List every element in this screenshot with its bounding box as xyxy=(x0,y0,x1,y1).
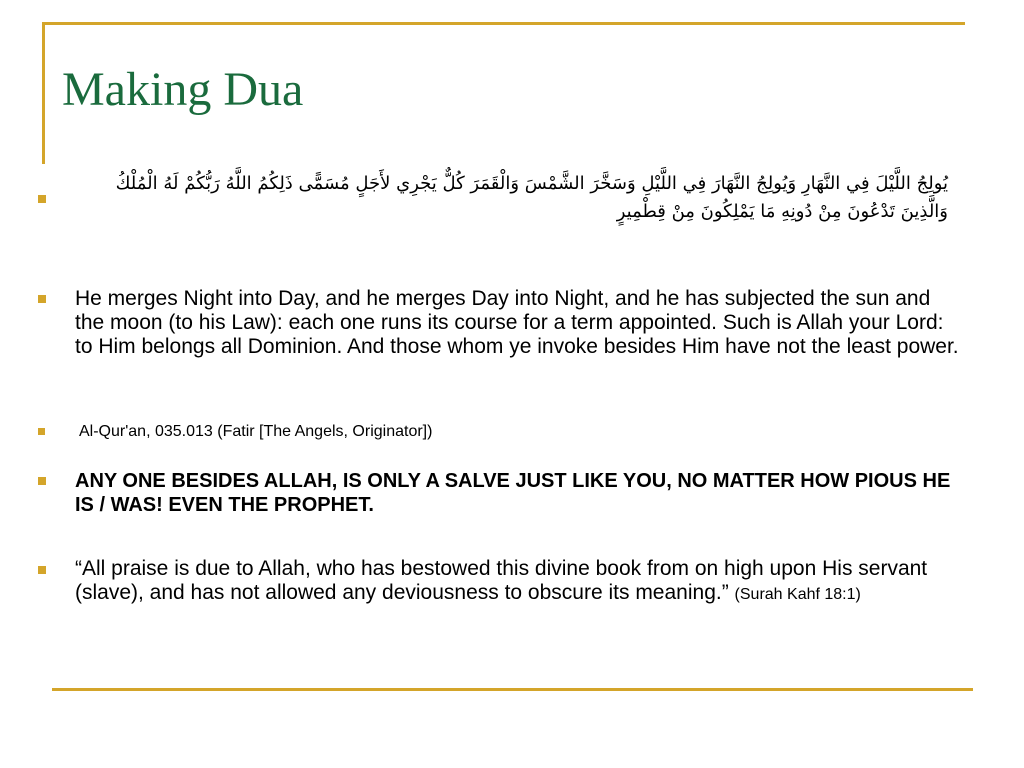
emphasis-text: ANY ONE BESIDES ALLAH, IS ONLY A SALVE JUST LIKE YOU, NO MATTER HOW PIOUS HE IS / WAS! EVEN THE PROPHET. xyxy=(75,470,951,516)
frame-left-line xyxy=(42,22,45,164)
quote-reference: (Surah Kahf 18:1) xyxy=(734,586,861,603)
bullet-icon xyxy=(38,566,46,574)
quote-block xyxy=(75,557,960,607)
citation-text: Al-Qur'an, 035.013 (Fatir [The Angels, Originator]) xyxy=(79,423,433,440)
arabic-verse: يُولِجُ اللَّيْلَ فِي النَّهَارِ وَيُولِجُ النَّهَارَ فِي اللَّيْلِ وَسَخَّرَ الشَّمْسَ وَالْقَمَرَ كُلٌّ يَجْرِي لأَجَلٍ مُسَمًّى ذَلِكُمُ اللَّهُ رَبُّكُمْ لَهُ الْمُلْكُ وَالَّذِينَ تَدْعُونَ مِنْ دُونِهِ مَا يَمْلِكُونَ مِنْ قِطْمِيرٍ xyxy=(115,173,948,222)
frame-top-line xyxy=(42,22,965,25)
quote-text: “All praise is due to Allah, who has bestowed this divine book from on high upon His servant (slave), and has not allowed any deviousness to obscure its meaning.” xyxy=(75,557,928,604)
bullet-icon xyxy=(38,428,45,435)
frame-bottom-line xyxy=(52,688,973,691)
bullet-icon xyxy=(38,195,46,203)
bullet-icon xyxy=(38,295,46,303)
slide-title: Making Dua xyxy=(62,63,304,116)
translation-text: He merges Night into Day, and he merges Day into Night, and he has subjected the sun and the moon (to his Law): each one runs its course for a term appointed. Such is Allah your Lord: to Him belongs all Dominion. And those whom ye invoke besides Him have not the least power. xyxy=(75,287,959,358)
bullet-icon xyxy=(38,477,46,485)
